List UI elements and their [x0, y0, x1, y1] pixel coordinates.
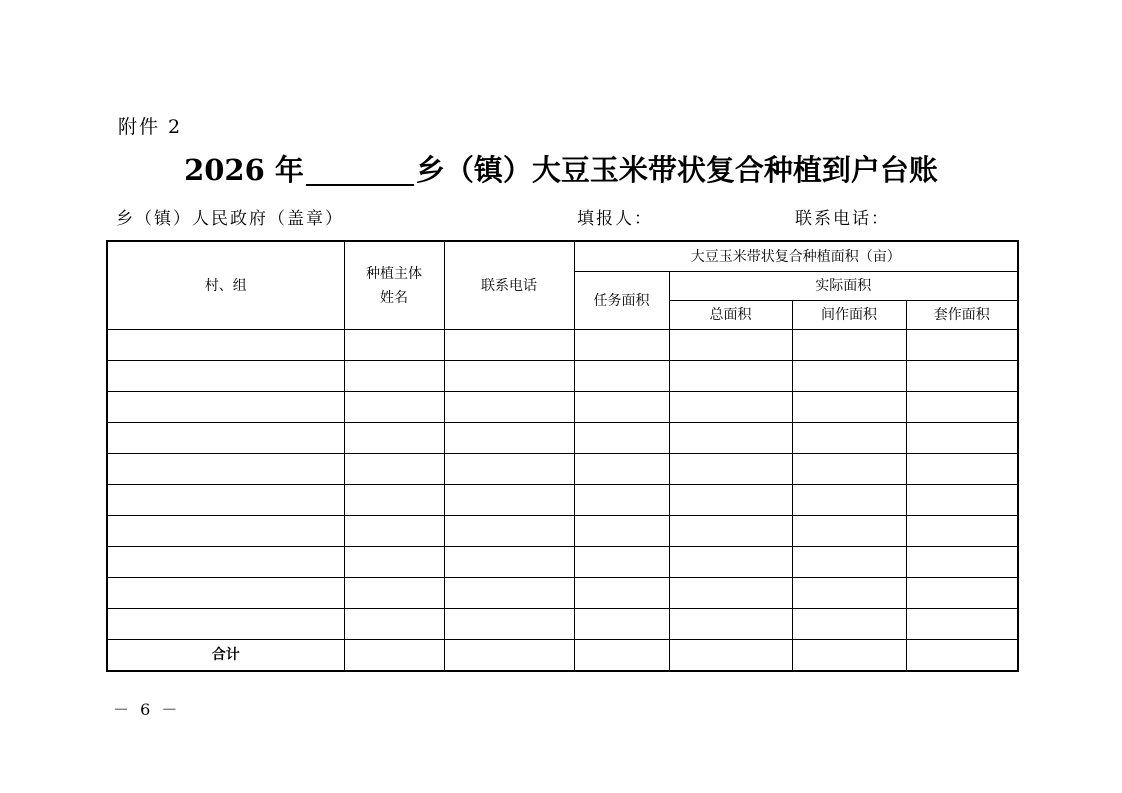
total-cell[interactable]: [574, 640, 669, 672]
table-cell[interactable]: [792, 485, 906, 516]
table-cell[interactable]: [444, 330, 574, 361]
table-cell[interactable]: [444, 454, 574, 485]
table-cell[interactable]: [574, 609, 669, 640]
table-cell[interactable]: [574, 423, 669, 454]
ledger-body: [107, 330, 1018, 672]
table-row: [107, 454, 1018, 485]
attachment-label: 附件 2: [118, 116, 183, 138]
table-cell[interactable]: [107, 454, 344, 485]
filler-label: 填报人：: [577, 209, 653, 229]
table-row: [107, 392, 1018, 423]
table-cell[interactable]: [792, 609, 906, 640]
table-row: [107, 423, 1018, 454]
total-cell[interactable]: [792, 640, 906, 672]
table-cell[interactable]: [344, 423, 444, 454]
table-cell[interactable]: [906, 485, 1018, 516]
table-cell[interactable]: [574, 361, 669, 392]
total-cell[interactable]: [906, 640, 1018, 672]
table-cell[interactable]: [344, 330, 444, 361]
table-cell[interactable]: [669, 485, 792, 516]
table-cell[interactable]: [444, 485, 574, 516]
table-row: [107, 516, 1018, 547]
table-cell[interactable]: [669, 423, 792, 454]
table-cell[interactable]: [669, 361, 792, 392]
table-cell[interactable]: [906, 330, 1018, 361]
table-cell[interactable]: [906, 423, 1018, 454]
header-area-group: 大豆玉米带状复合种植面积（亩）: [574, 241, 1018, 272]
total-label-cell: 合计: [107, 640, 344, 672]
table-row: [107, 485, 1018, 516]
table-cell[interactable]: [344, 454, 444, 485]
table-cell[interactable]: [574, 485, 669, 516]
table-cell[interactable]: [792, 454, 906, 485]
table-cell[interactable]: [906, 609, 1018, 640]
table-cell[interactable]: [792, 578, 906, 609]
table-cell[interactable]: [444, 423, 574, 454]
ledger-table: [106, 240, 1019, 672]
table-cell[interactable]: [906, 392, 1018, 423]
table-cell[interactable]: [444, 392, 574, 423]
table-cell[interactable]: [107, 547, 344, 578]
table-cell[interactable]: [107, 330, 344, 361]
table-cell[interactable]: [906, 454, 1018, 485]
table-cell[interactable]: [792, 361, 906, 392]
table-cell[interactable]: [792, 547, 906, 578]
table-cell[interactable]: [906, 578, 1018, 609]
table-cell[interactable]: [669, 578, 792, 609]
table-cell[interactable]: [669, 392, 792, 423]
total-cell[interactable]: [444, 640, 574, 672]
table-row: [107, 361, 1018, 392]
table-cell[interactable]: [344, 578, 444, 609]
total-cell[interactable]: [344, 640, 444, 672]
table-cell[interactable]: [669, 330, 792, 361]
government-seal-label: 乡（镇）人民政府（盖章）: [116, 209, 344, 229]
table-cell[interactable]: [669, 454, 792, 485]
table-cell[interactable]: [344, 361, 444, 392]
table-cell[interactable]: [906, 516, 1018, 547]
table-row: [107, 609, 1018, 640]
table-row: [107, 330, 1018, 361]
table-cell[interactable]: [344, 516, 444, 547]
header-total-area: 总面积: [669, 301, 792, 330]
table-cell[interactable]: [906, 361, 1018, 392]
total-row: [107, 640, 1018, 672]
table-cell[interactable]: [444, 609, 574, 640]
table-cell[interactable]: [574, 516, 669, 547]
total-cell[interactable]: [669, 640, 792, 672]
table-cell[interactable]: [669, 516, 792, 547]
table-cell[interactable]: [574, 578, 669, 609]
table-cell[interactable]: [344, 392, 444, 423]
table-cell[interactable]: [574, 547, 669, 578]
header-relay-area: 套作面积: [906, 301, 1018, 330]
table-cell[interactable]: [444, 516, 574, 547]
table-cell[interactable]: [444, 361, 574, 392]
page-number: － 6 －: [113, 700, 181, 719]
header-intercrop-area: 间作面积: [792, 301, 906, 330]
header-task-area: 任务面积: [574, 272, 669, 330]
table-cell[interactable]: [574, 392, 669, 423]
contact-phone-label: 联系电话：: [795, 209, 890, 229]
table-cell[interactable]: [107, 361, 344, 392]
table-cell[interactable]: [107, 392, 344, 423]
table-cell[interactable]: [792, 516, 906, 547]
title-year: 2026 年: [184, 153, 304, 187]
table-cell[interactable]: [574, 330, 669, 361]
document-title: [0, 148, 1122, 192]
title-suffix: 乡（镇）大豆玉米带状复合种植到户台账: [415, 153, 938, 187]
table-cell[interactable]: [344, 485, 444, 516]
table-cell[interactable]: [344, 609, 444, 640]
table-cell[interactable]: [344, 547, 444, 578]
township-blank-line: [306, 152, 414, 186]
table-cell[interactable]: [792, 423, 906, 454]
table-cell[interactable]: [669, 609, 792, 640]
table-row: [107, 547, 1018, 578]
table-cell[interactable]: [669, 547, 792, 578]
header-contact-phone: 联系电话: [444, 241, 574, 330]
table-cell[interactable]: [792, 392, 906, 423]
table-cell[interactable]: [792, 330, 906, 361]
table-cell[interactable]: [107, 609, 344, 640]
header-actual-area: 实际面积: [669, 272, 1018, 301]
table-cell[interactable]: [107, 516, 344, 547]
table-cell[interactable]: [444, 547, 574, 578]
table-cell[interactable]: [574, 454, 669, 485]
table-cell[interactable]: [444, 578, 574, 609]
table-row: [107, 578, 1018, 609]
header-grower-name-text: 种植主体姓名: [366, 265, 422, 306]
header-village-group: 村、组: [107, 241, 344, 330]
table-cell[interactable]: [107, 578, 344, 609]
table-cell[interactable]: [107, 485, 344, 516]
table-cell[interactable]: [107, 423, 344, 454]
table-cell[interactable]: [906, 547, 1018, 578]
header-grower-name: [344, 241, 444, 330]
